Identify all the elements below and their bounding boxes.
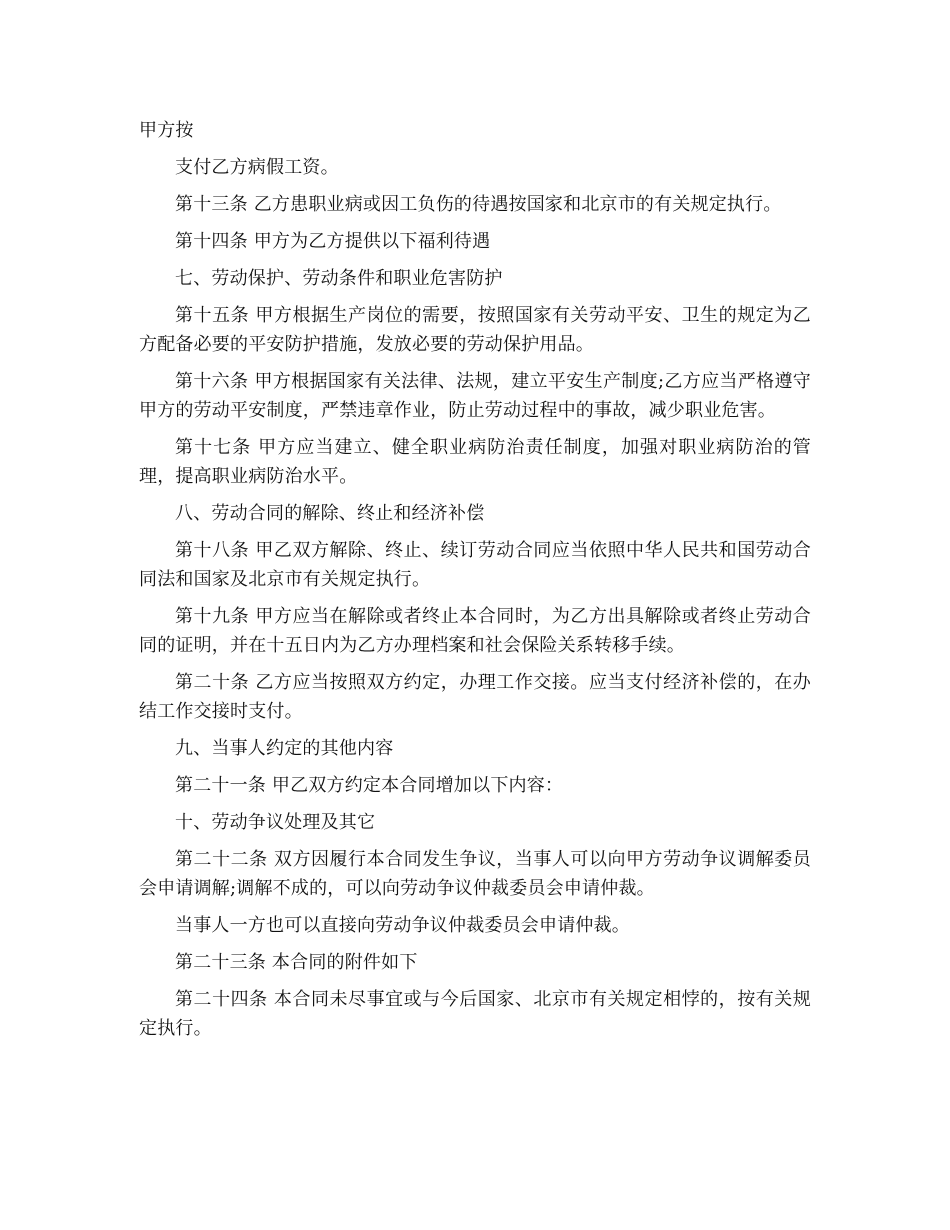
paragraph: 第二十条 乙方应当按照双方约定，办理工作交接。应当支付经济补偿的，在办结工作交接时支付。: [139, 672, 811, 722]
paragraph: 第十八条 甲乙双方解除、终止、续订劳动合同应当依照中华人民共和国劳动合同法和国家及北京市有关规定执行。: [139, 540, 811, 590]
paragraph: 当事人一方也可以直接向劳动争议仲裁委员会申请仲裁。: [175, 915, 630, 936]
paragraph: 甲方按: [139, 120, 194, 141]
paragraph: 第二十二条 双方因履行本合同发生争议，当事人可以向甲方劳动争议调解委员会申请调解;调解不成的，可以向劳动争议仲裁委员会申请仲裁。: [139, 849, 811, 899]
paragraph: 第二十一条 甲乙双方约定本合同增加以下内容：: [175, 775, 564, 796]
paragraph: 第十五条 甲方根据生产岗位的需要，按照国家有关劳动平安、卫生的规定为乙方配备必要的平安防护措施，发放必要的劳动保护用品。: [139, 305, 811, 355]
paragraph: 第十三条 乙方患职业病或因工负伤的待遇按国家和北京市的有关规定执行。: [175, 194, 782, 215]
paragraph: 第十七条 甲方应当建立、健全职业病防治责任制度，加强对职业病防治的管理，提高职业病防治水平。: [139, 437, 811, 487]
section-heading: 九、当事人约定的其他内容: [175, 738, 394, 759]
paragraph: 第十六条 甲方根据国家有关法律、法规，建立平安生产制度;乙方应当严格遵守甲方的劳动平安制度，严禁违章作业，防止劳动过程中的事故，减少职业危害。: [139, 371, 811, 421]
section-heading: 七、劳动保护、劳动条件和职业危害防护: [175, 268, 503, 289]
section-heading: 十、劳动争议处理及其它: [175, 812, 376, 833]
paragraph: 第二十四条 本合同未尽事宜或与今后国家、北京市有关规定相悖的，按有关规定执行。: [139, 989, 811, 1039]
paragraph: 支付乙方病假工资。: [175, 157, 339, 178]
document-body: [139, 116, 811, 1051]
paragraph: 第二十三条 本合同的附件如下: [175, 952, 418, 973]
paragraph: 第十九条 甲方应当在解除或者终止本合同时，为乙方出具解除或者终止劳动合同的证明，并在十五日内为乙方办理档案和社会保险关系转移手续。: [139, 606, 811, 656]
paragraph: 第十四条 甲方为乙方提供以下福利待遇: [175, 231, 491, 252]
section-heading: 八、劳动合同的解除、终止和经济补偿: [175, 503, 485, 524]
